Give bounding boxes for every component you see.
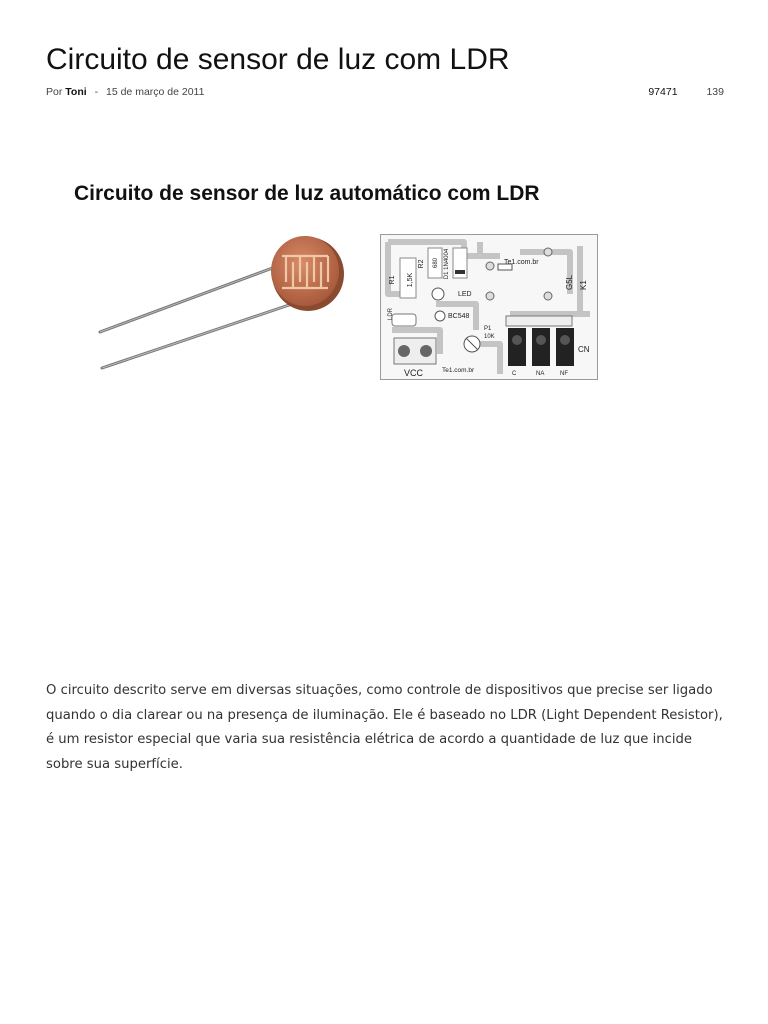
pcb-label-r1-value: 1,5K [407,272,414,288]
pcb-layout-diagram [380,234,598,380]
page-title: Circuito de sensor de luz com LDR [46,43,510,76]
pcb-label-c: C [512,371,517,377]
ldr-photo [96,230,346,375]
by-label: Por [46,86,63,98]
article-figure [46,170,724,385]
views-count: 97471 [648,86,678,98]
pcb-label-led: LED [458,291,472,298]
article-body-paragraph: O circuito descrito serve em diversas situações, como controle de dispositivos que precise ser ligado quando o dia clarear ou na presença de iluminação. Ele é baseado no LDR (Light Dependent Resistor), é um resistor especial que varia sua resistência elétrica de acordo a quantidade de luz que incide sobre sua superfície. [46,683,723,772]
pcb-label-site-bottom: Te1.com.br [442,367,475,374]
article-meta [46,84,724,100]
pcb-label-ldr: LDR [388,307,394,320]
pcb-label-vcc: VCC [404,368,424,378]
meta-separator: - [94,86,99,98]
pcb-label-p1: P1 [484,326,492,332]
pcb-label-pin2: 2 [538,330,542,336]
pcb-label-site-top: Te1.com.br [504,259,539,266]
pcb-label-na: NA [536,371,545,377]
pcb-label-r1: R1 [389,275,396,285]
byline [46,84,204,100]
pcb-label-relay: G5L [565,274,574,290]
pcb-label-transistor: BC548 [448,313,470,320]
pcb-label-nf: NF [560,371,568,377]
pcb-label-k1: K1 [579,280,588,290]
pcb-label-p1-value: 10K [484,334,495,340]
figure-title: Circuito de sensor de luz automático com LDR [74,182,540,205]
publish-date: 15 de março de 2011 [106,86,205,98]
pcb-label-d1: D1 1N4004 [444,248,450,280]
pcb-label-r2-value: 680 [433,257,439,269]
pcb-label-cn: CN [578,345,590,354]
article-stats [648,84,724,100]
pcb-label-pin1: 1 [514,330,518,336]
pcb-label-r2: R2 [418,259,425,269]
pcb-label-pin3: 3 [562,330,566,336]
author-link[interactable]: Toni [65,86,87,98]
comments-count[interactable]: 139 [706,86,724,98]
